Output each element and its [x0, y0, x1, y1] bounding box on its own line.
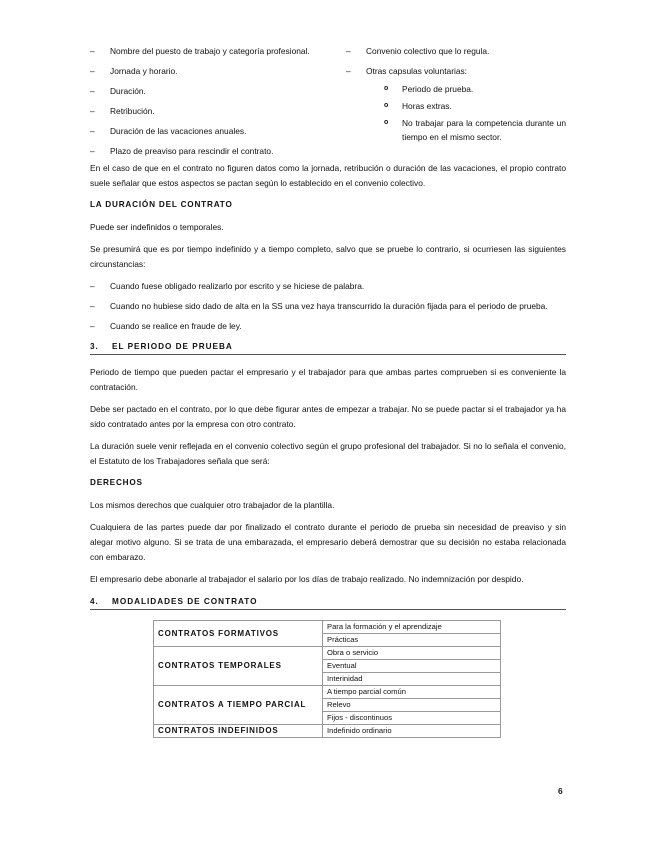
paragraph: Debe ser pactado en el contrato, por lo que debe figurar antes de empezar a trabajar. No se puede pactar si el trabajador ya ha sido contratado antes por la empresa con otro contrato. — [90, 404, 566, 429]
paragraph: Puede ser indefinidos o temporales. — [90, 222, 224, 232]
document-page — [90, 44, 566, 738]
list-item: – Cuando no hubiese sido dado de alta en la SS una vez haya transcurrido la duración fijada para el periodo de prueba. — [90, 301, 548, 311]
list-item: – Jornada y horario. — [90, 66, 178, 76]
list-item: – Nombre del puesto de trabajo y categoría profesional. — [90, 46, 310, 56]
table-category-cell: CONTRATOS A TIEMPO PARCIAL — [154, 686, 323, 725]
table-cell: Prácticas — [323, 634, 501, 647]
paragraph: Los mismos derechos que cualquier otro trabajador de la plantilla. — [90, 500, 335, 510]
paragraph: Se presumirá que es por tiempo indefinido y a tiempo completo, salvo que se pruebe lo contrario, si ocurriesen las siguientes circunstancias: — [90, 244, 566, 269]
contract-contents-list-right — [346, 44, 566, 159]
table-category-cell: CONTRATOS INDEFINIDOS — [154, 725, 323, 738]
duration-list — [90, 279, 566, 334]
table-category-cell: CONTRATOS FORMATIVOS — [154, 621, 323, 647]
table-row — [154, 621, 501, 634]
table-cell: Interinidad — [323, 673, 501, 686]
contract-contents-list-left — [90, 44, 315, 159]
top-columns — [90, 44, 566, 159]
sub-list-item: o No trabajar para la competencia durante un tiempo en el mismo sector. — [384, 118, 566, 142]
table-cell: Obra o servicio — [323, 647, 501, 660]
section-3-heading: 3. EL PERIODO DE PRUEBA — [90, 342, 566, 355]
table-cell: Fijos - discontinuos — [323, 712, 501, 725]
list-item: – Cuando se realice en fraude de ley. — [90, 321, 242, 331]
paragraph: El empresario debe abonarle al trabajador el salario por los días de trabajo realizado. No indemnización por despido. — [90, 574, 524, 584]
table-category-cell: CONTRATOS TEMPORALES — [154, 647, 323, 686]
table-cell: Relevo — [323, 699, 501, 712]
list-item: – Duración. — [90, 86, 146, 96]
table-row — [154, 647, 501, 660]
contract-types-table — [153, 620, 501, 738]
paragraph: Periodo de tiempo que pueden pactar el empresario y el trabajador para que ambas partes comprueben si es conveniente la contratación. — [90, 367, 566, 392]
list-item: – Otras capsulas voluntarias: — [346, 66, 468, 76]
table-cell: A tiempo parcial común — [323, 686, 501, 699]
list-item: – Duración de las vacaciones anuales. — [90, 126, 247, 136]
intro-paragraph: En el caso de que en el contrato no figuren datos como la jornada, retribución o duración de las vacaciones, el propio contrato suele señalar que estos aspectos se pactan según lo establecido en el convenio colectivo. — [90, 163, 566, 188]
table-cell: Indefinido ordinario — [323, 725, 501, 738]
list-item: – Cuando fuese obligado realizarlo por escrito y se hiciese de palabra. — [90, 281, 365, 291]
section-4-heading: 4. MODALIDADES DE CONTRATO — [90, 597, 566, 610]
table-cell: Eventual — [323, 660, 501, 673]
paragraph: La duración suele venir reflejada en el convenio colectivo según el grupo profesional del trabajador. Si no lo señala el convenio, el Estatuto de los Trabajadores señala que será: — [90, 441, 566, 466]
table-cell: Para la formación y el aprendizaje — [323, 621, 501, 634]
page-number: 6 — [558, 786, 563, 796]
list-item: – Plazo de preaviso para rescindir el contrato. — [90, 146, 274, 156]
table-row — [154, 725, 501, 738]
list-item: – Convenio colectivo que lo regula. — [346, 46, 490, 56]
rights-heading: DERECHOS — [90, 478, 143, 487]
sub-list-item: o Periodo de prueba. — [384, 84, 474, 94]
paragraph: Cualquiera de las partes puede dar por finalizado el contrato durante el periodo de prueba sin necesidad de preaviso y sin alegar motivo alguno. Si se trata de una embarazada, el empresario deberá demostrar que su decisión no estaba relacionada con embarazo. — [90, 522, 566, 562]
duration-heading: LA DURACIÓN DEL CONTRATO — [90, 200, 233, 209]
table-row — [154, 686, 501, 699]
sub-list-item: o Horas extras. — [384, 101, 452, 111]
list-item: – Retribución. — [90, 106, 155, 116]
